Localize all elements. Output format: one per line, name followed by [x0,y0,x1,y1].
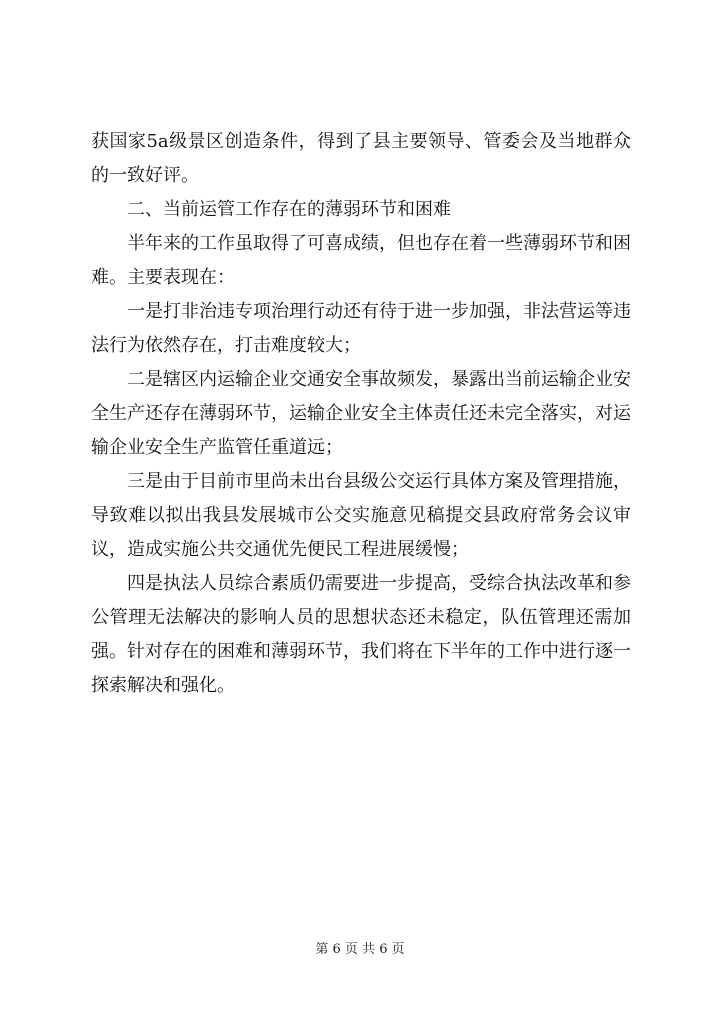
paragraph-point-3: 三是由于目前市里尚未出台县级公交运行具体方案及管理措施，导致难以拟出我县发展城市公交实施意见稿提交县政府常务会议审议，造成实施公共交通优先便民工程进展缓慢； [91,471,631,560]
section-heading: 二、当前运管工作存在的薄弱环节和困难 [127,199,451,220]
paragraph-continuation: 获国家5a级景区创造条件，得到了县主要领导、管委会及当地群众的一致好评。 [91,131,631,186]
document-body [91,125,631,703]
paragraph-point-1: 一是打非治违专项治理行动还有待于进一步加强，非法营运等违法行为依然存在，打击难度较大； [91,301,631,356]
page-number-footer: 第 6 页 共 6 页 [315,942,405,957]
paragraph-point-4: 四是执法人员综合素质仍需要进一步提高，受综合执法改革和参公管理无法解决的影响人员的思想状态还未稳定，队伍管理还需加强。针对存在的困难和薄弱环节，我们将在下半年的工作中进行逐一探索解决和强化。 [91,573,631,696]
paragraph-intro: 半年来的工作虽取得了可喜成绩，但也存在着一些薄弱环节和困难。主要表现在： [91,233,631,288]
paragraph-point-2: 二是辖区内运输企业交通安全事故频发，暴露出当前运输企业安全生产还存在薄弱环节，运输企业安全主体责任还未完全落实，对运输企业安全生产监管任重道远； [91,369,631,458]
